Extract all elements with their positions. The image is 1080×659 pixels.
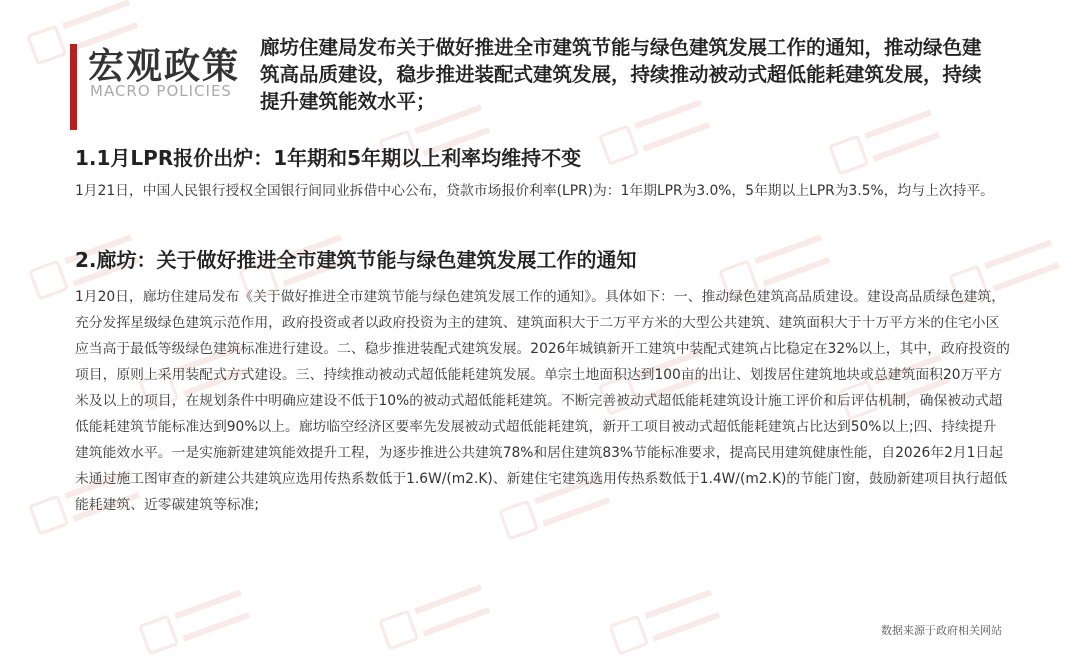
section-heading: 2.廊坊：关于做好推进全市建筑节能与绿色建筑发展工作的通知 xyxy=(75,248,637,272)
page-header xyxy=(70,30,1070,130)
section-heading: 1.1月LPR报价出炉：1年期和5年期以上利率均维持不变 xyxy=(75,146,582,170)
watermark-logo xyxy=(607,581,733,659)
accent-bar xyxy=(70,44,77,130)
section-body: 1月21日，中国人民银行授权全国银行间同业拆借中心公布，贷款市场报价利率(LPR)为：1年期LPR为3.0%，5年期以上LPR为3.5%，均与上次持平。 xyxy=(75,183,994,199)
watermark-logo xyxy=(377,576,503,655)
section-subtitle: MACRO POLICIES xyxy=(90,82,232,100)
section-body: 1月20日，廊坊住建局发布《关于做好推进全市建筑节能与绿色建筑发展工作的通知》。具体如下：一、推动绿色建筑高品质建设。建设高品质绿色建筑，充分发挥星级绿色建筑示范作用，政府投资或者以政府投资为主的建筑、建筑面积大于二万平方米的大型公共建筑、建筑面积大于十万平方米的住宅小区应当高于最低等级绿色建筑标准进行建设。二、稳步推进装配式建筑发展。2026年城镇新开工建筑中装配式建筑占比稳定在32%以上，其中，政府投资的项目，原则上采用装配式方式建设。三、持续推动被动式超低能耗建筑发展。单宗土地面积达到100亩的出让、划拨居住建筑地块或总建筑面积20万平方米及以上的项目，在规划条件中明确应建设不低于10%的被动式超低能耗建筑。不断完善被动式超低能耗建筑设计施工评价和后评估机制，确保被动式超低能耗建筑节能标准达到90%以上。廊坊临空经济区要率先发展被动式超低能耗建筑，新开工项目被动式超低能耗建筑占比达到50%以上;四、持续提升建筑能效水平。一是实施新建建筑能效提升工程，为逐步推进公共建筑78%和居住建筑83%节能标准要求，提高民用建筑健康性能，自2026年2月1日起未通过施工图审查的新建公共建筑应选用传热系数低于1.6W/(m2.K)、新建住宅建筑选用传热系数低于1.4W/(m2.K)的节能门窗，鼓励新建项目执行超低能耗建筑、近零碳建筑等标准; xyxy=(75,289,1010,513)
watermark-logo xyxy=(137,581,263,659)
source-note: 数据来源于政府相关网站 xyxy=(881,624,1002,637)
section-title: 宏观政策 xyxy=(88,46,241,87)
headline: 廊坊住建局发布关于做好推进全市建筑节能与绿色建筑发展工作的通知，推动绿色建筑高品质建设，稳步推进装配式建筑发展，持续推动被动式超低能耗建筑发展，持续提升建筑能效水平； xyxy=(260,36,982,113)
